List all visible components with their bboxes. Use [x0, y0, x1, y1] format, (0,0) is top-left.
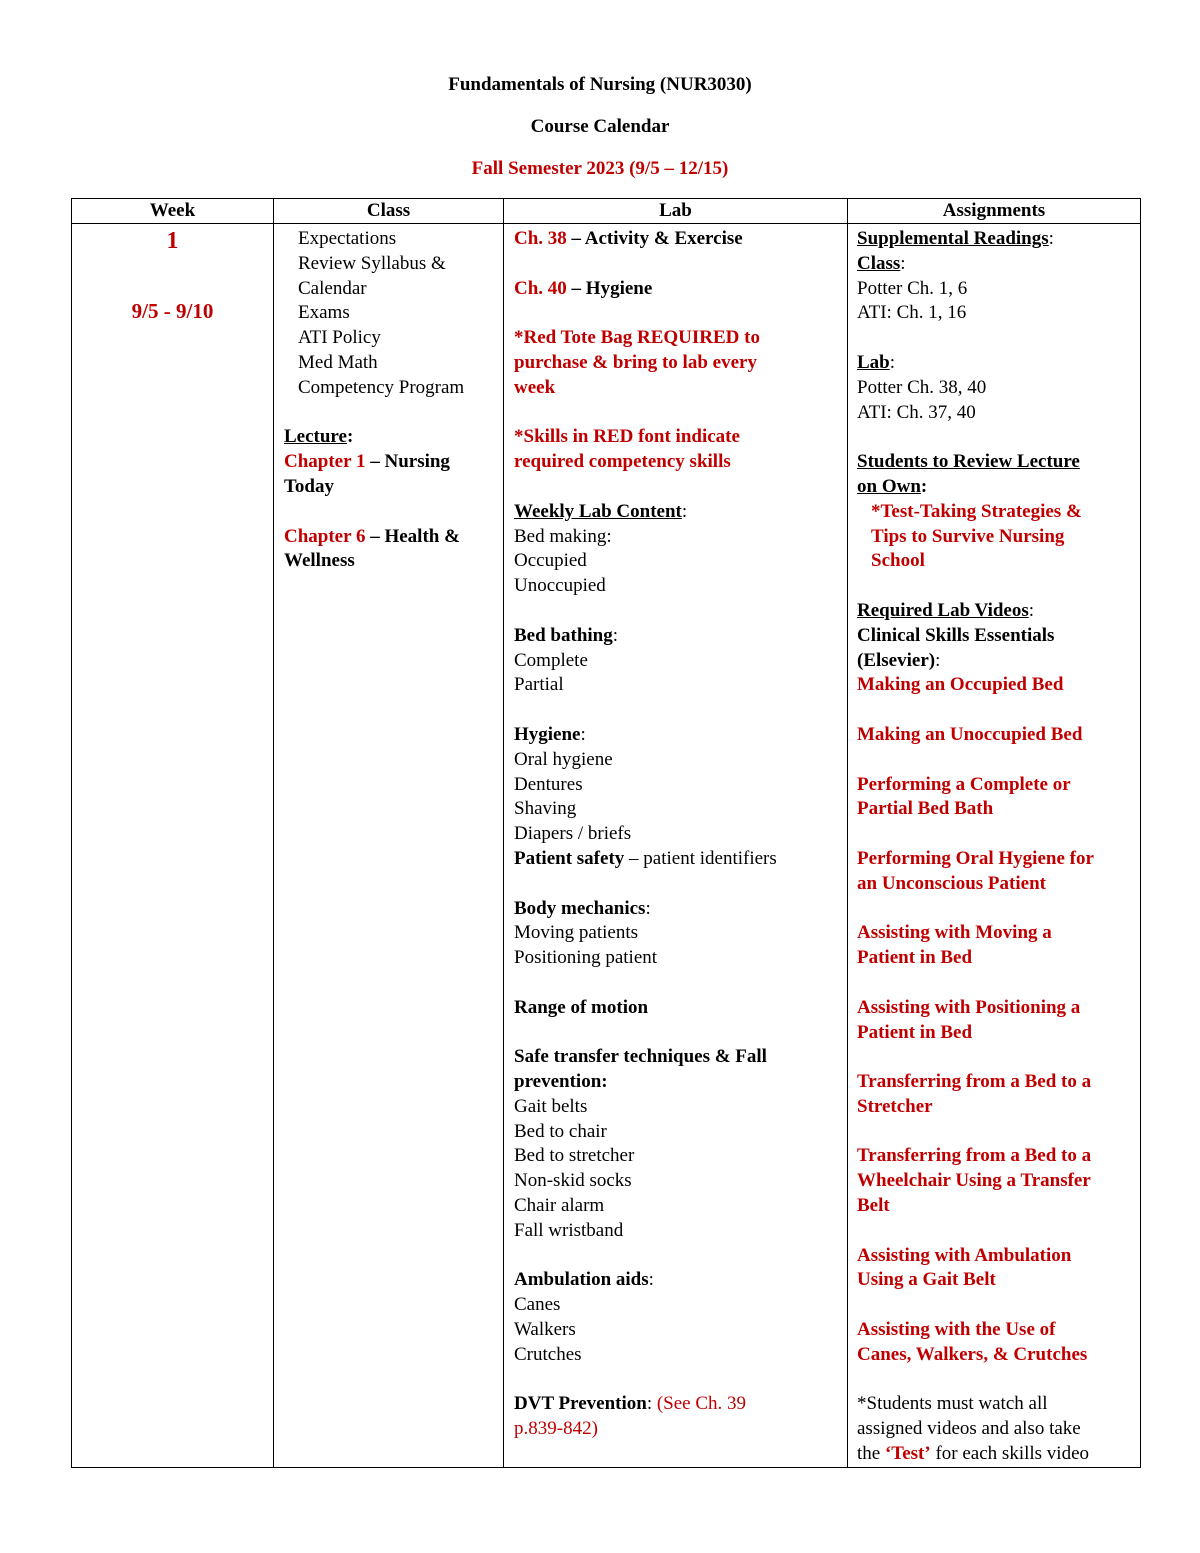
lecture-chapter-1: Chapter 1 – Nursing: [284, 451, 450, 473]
list-item: Complete: [514, 649, 588, 671]
video-link-line: Performing a Complete or: [857, 773, 1071, 795]
class-topic: Exams: [298, 302, 350, 324]
list-item: Bed to stretcher: [514, 1145, 635, 1167]
video-link[interactable]: [857, 1244, 1136, 1294]
column-header-class: Class: [274, 199, 504, 224]
video-link[interactable]: [857, 847, 1136, 897]
videos-note: *Students must watch all: [857, 1393, 1048, 1415]
class-readings-label: Class:: [857, 252, 906, 274]
video-link[interactable]: [857, 996, 1136, 1046]
videos-note: assigned videos and also take: [857, 1418, 1081, 1440]
class-topic: ATI Policy: [298, 327, 381, 349]
document-subtitle: Course Calendar: [530, 116, 670, 137]
lab-chapter-38: Ch. 38 – Activity & Exercise: [514, 228, 743, 249]
video-link[interactable]: [857, 1318, 1136, 1368]
video-link-line: Canes, Walkers, & Crutches: [857, 1343, 1088, 1365]
review-lecture-heading: Students to Review Lecture: [857, 451, 1080, 473]
review-item: Tips to Survive Nursing: [871, 525, 1065, 547]
dvt-prevention: DVT Prevention: (See Ch. 39: [514, 1393, 747, 1415]
lecture-chapter-6-cont: Wellness: [284, 550, 355, 572]
list-item: ATI: Ch. 37, 40: [857, 401, 976, 423]
assignments-cell: [848, 224, 1141, 1468]
list-item: Potter Ch. 1, 6: [857, 277, 968, 299]
class-topic: Review Syllabus &: [298, 252, 446, 274]
document-title: Fundamentals of Nursing (NUR3030): [448, 74, 752, 95]
column-header-assignments: Assignments: [848, 199, 1141, 224]
assignments-content: [848, 224, 1140, 1467]
required-videos-heading: Required Lab Videos:: [857, 599, 1035, 621]
course-calendar-table: [71, 198, 1141, 1468]
list-item: Shaving: [514, 798, 577, 820]
week-number: 1: [166, 228, 179, 254]
list-item: Oral hygiene: [514, 748, 613, 770]
safe-transfer-label: prevention:: [514, 1071, 608, 1093]
video-link-line: Transferring from a Bed to a: [857, 1145, 1092, 1167]
patient-safety: Patient safety – patient identifiers: [514, 847, 777, 869]
class-topic: Expectations: [298, 228, 397, 249]
review-item: School: [871, 550, 925, 572]
class-content: [274, 224, 503, 574]
body-mechanics-label: Body mechanics:: [514, 897, 651, 919]
video-link[interactable]: [857, 773, 1136, 823]
list-item: Chair alarm: [514, 1195, 605, 1217]
videos-note: the ‘Test’ for each skills video: [857, 1443, 1090, 1465]
supplemental-readings-heading: Supplemental Readings:: [857, 228, 1054, 249]
video-link[interactable]: Making an Occupied Bed: [857, 674, 1064, 696]
video-link-line: Patient in Bed: [857, 947, 973, 969]
red-tote-notice: week: [514, 376, 556, 398]
video-link[interactable]: [857, 921, 1136, 971]
list-item: Dentures: [514, 773, 583, 795]
list-item: Gait belts: [514, 1095, 588, 1117]
semester-label: Fall Semester 2023 (9/5 – 12/15): [471, 158, 729, 179]
list-item: Diapers / briefs: [514, 823, 632, 845]
lab-chapter-40: Ch. 40 – Hygiene: [514, 277, 653, 299]
video-link[interactable]: [857, 1070, 1136, 1120]
video-link-line: Assisting with Positioning a: [857, 996, 1081, 1018]
lab-content: [504, 224, 847, 1442]
red-tote-notice: *Red Tote Bag REQUIRED to: [514, 327, 760, 349]
table-row: [72, 224, 1141, 1468]
list-item: Occupied: [514, 550, 587, 572]
list-item: Fall wristband: [514, 1219, 624, 1241]
ambulation-label: Ambulation aids:: [514, 1269, 654, 1291]
bed-making-label: Bed making:: [514, 525, 612, 547]
list-item: Canes: [514, 1294, 561, 1316]
video-link-line: an Unconscious Patient: [857, 872, 1046, 894]
video-link[interactable]: [857, 1144, 1136, 1218]
class-cell: [274, 224, 504, 1468]
list-item: Bed to chair: [514, 1120, 607, 1142]
skills-notice: *Skills in RED font indicate: [514, 426, 740, 448]
lecture-chapter-6: Chapter 6 – Health &: [284, 525, 460, 547]
list-item: Unoccupied: [514, 575, 606, 597]
list-item: Walkers: [514, 1319, 576, 1341]
video-link-line: Stretcher: [857, 1095, 933, 1117]
column-header-week: Week: [72, 199, 274, 224]
cse-label: Clinical Skills Essentials: [857, 624, 1055, 646]
list-item: Crutches: [514, 1343, 582, 1365]
range-of-motion: Range of motion: [514, 996, 649, 1018]
video-link-line: Using a Gait Belt: [857, 1269, 996, 1291]
column-header-lab: Lab: [504, 199, 848, 224]
review-item: *Test-Taking Strategies &: [871, 500, 1082, 522]
list-item: Potter Ch. 38, 40: [857, 376, 987, 398]
video-link-line: Partial Bed Bath: [857, 798, 994, 820]
class-topics-list: [284, 227, 503, 401]
lab-readings-label: Lab:: [857, 351, 896, 373]
class-topic: Med Math: [298, 351, 378, 373]
hygiene-label: Hygiene:: [514, 723, 586, 745]
list-item: Partial: [514, 674, 564, 696]
lab-cell: [504, 224, 848, 1468]
table-header-row: [72, 199, 1141, 224]
class-topic: Calendar: [298, 277, 367, 299]
class-topic: Competency Program: [298, 376, 465, 398]
video-link-line: Wheelchair Using a Transfer: [857, 1170, 1091, 1192]
list-item: Non-skid socks: [514, 1170, 632, 1192]
video-link-line: Assisting with Moving a: [857, 922, 1052, 944]
video-link-line: Assisting with Ambulation: [857, 1244, 1072, 1266]
skills-notice: required competency skills: [514, 451, 731, 473]
safe-transfer-label: Safe transfer techniques & Fall: [514, 1046, 767, 1068]
list-item: Moving patients: [514, 922, 639, 944]
video-link-line: Transferring from a Bed to a: [857, 1071, 1092, 1093]
list-item: ATI: Ch. 1, 16: [857, 302, 967, 324]
review-lecture-heading-cont: on Own:: [857, 475, 928, 497]
week-dates: 9/5 - 9/10: [131, 299, 214, 323]
dvt-reference: p.839-842): [514, 1418, 598, 1440]
video-link-line: Belt: [857, 1195, 890, 1217]
video-link[interactable]: Making an Unoccupied Bed: [857, 723, 1083, 745]
lecture-heading: Lecture:: [284, 426, 354, 448]
bed-bathing-label: Bed bathing:: [514, 624, 619, 646]
video-link-line: Patient in Bed: [857, 1021, 973, 1043]
list-item: Positioning patient: [514, 947, 658, 969]
cse-label-cont: (Elsevier):: [857, 649, 941, 671]
lecture-chapter-1-cont: Today: [284, 475, 334, 497]
red-tote-notice: purchase & bring to lab every: [514, 351, 757, 373]
video-link-line: Performing Oral Hygiene for: [857, 847, 1094, 869]
weekly-lab-heading: Weekly Lab Content:: [514, 500, 688, 522]
week-cell: [72, 224, 274, 1468]
video-link-line: Assisting with the Use of: [857, 1319, 1056, 1341]
